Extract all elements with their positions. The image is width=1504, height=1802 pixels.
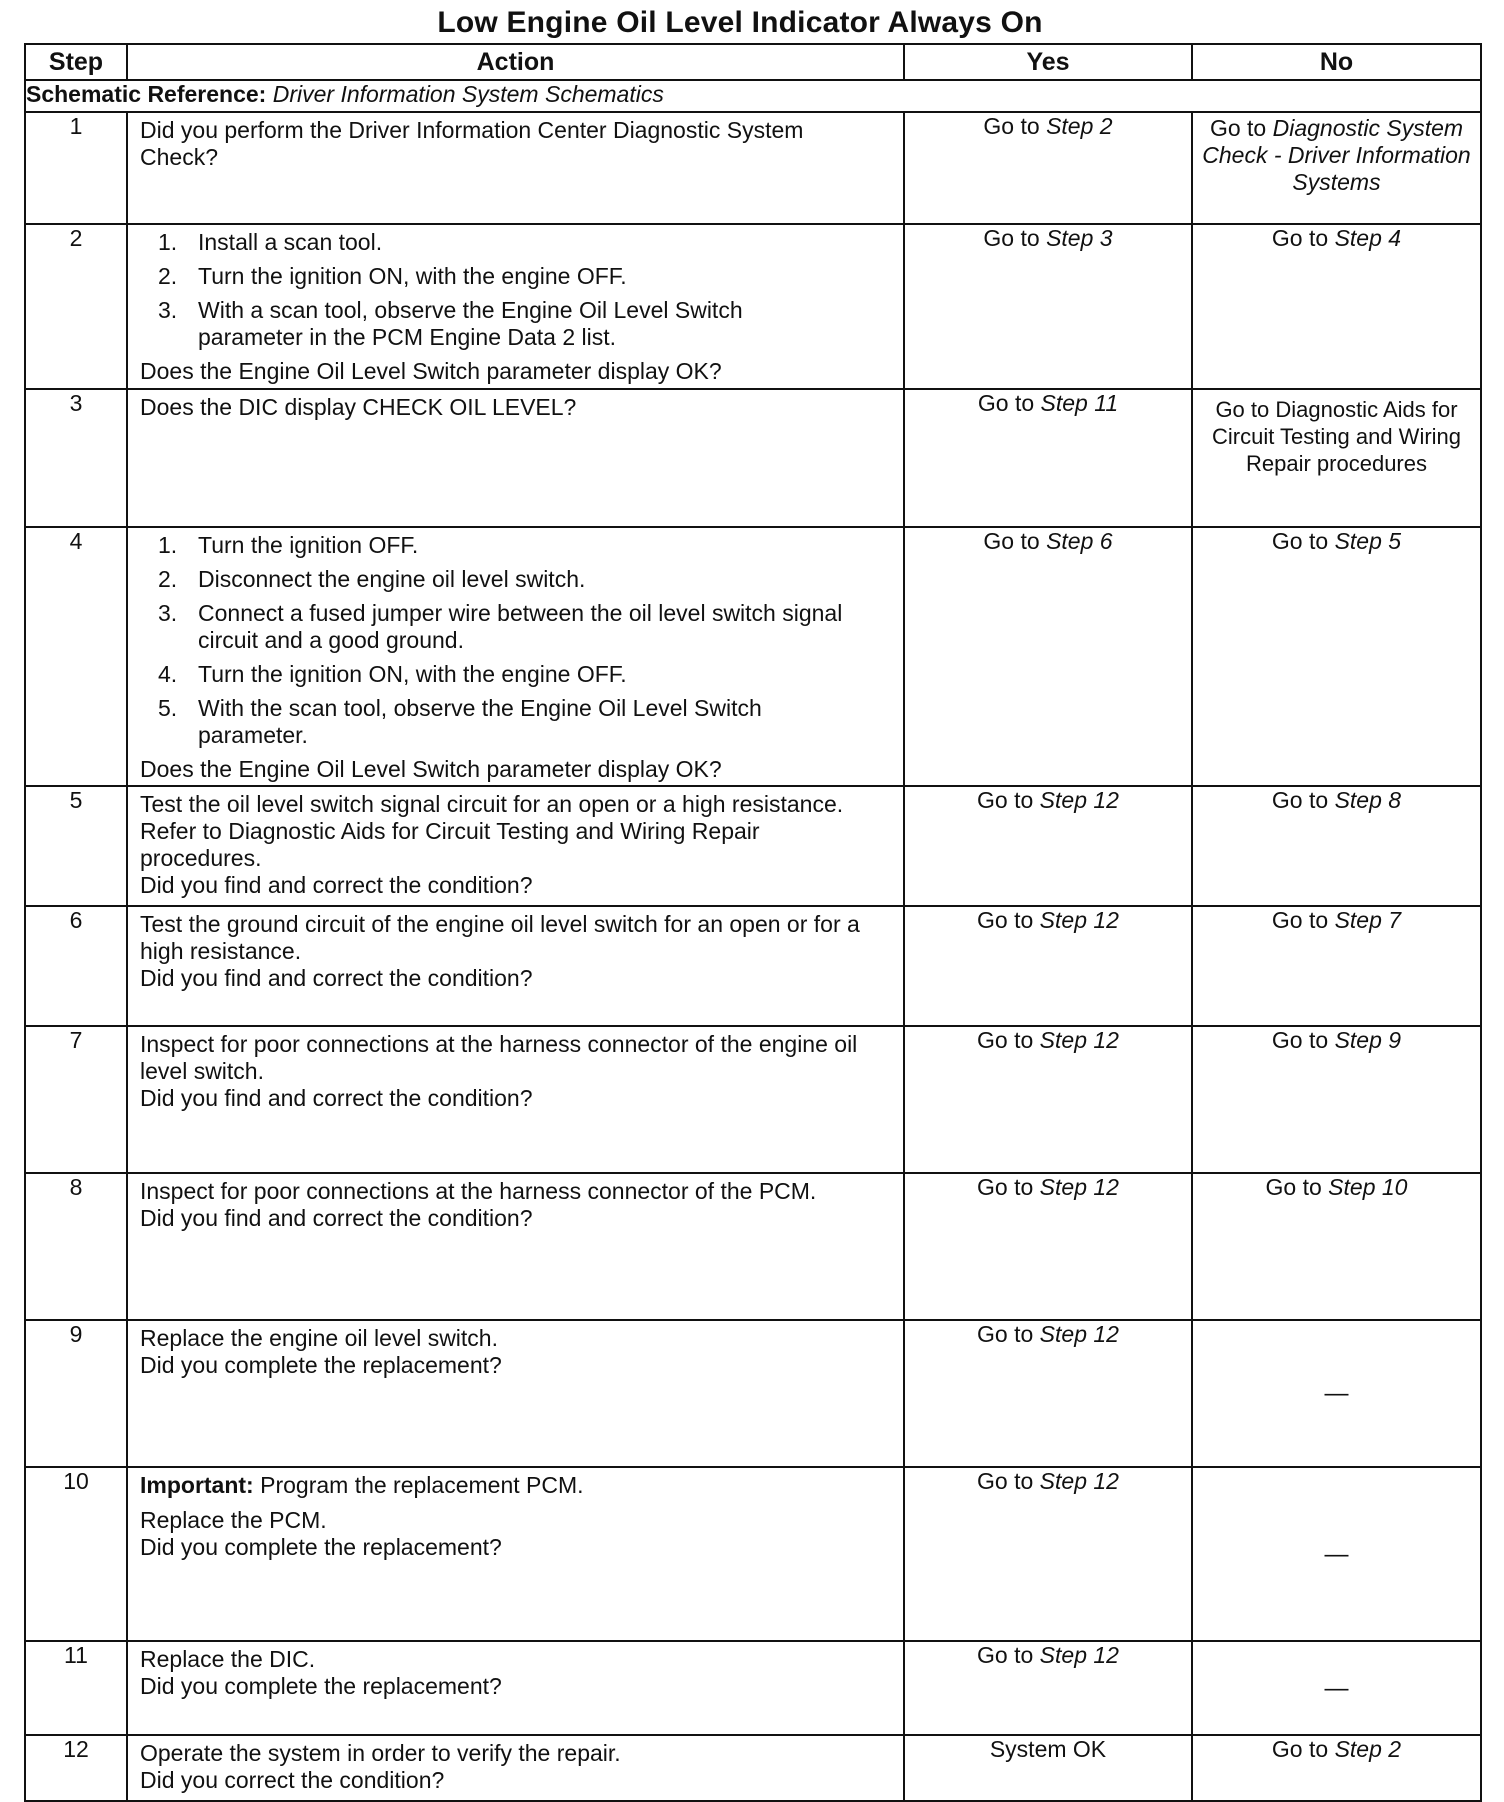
no-prefix: Go to — [1271, 907, 1329, 933]
yes-link: Step 11 — [1040, 390, 1119, 416]
no-link: Step 10 — [1328, 1174, 1408, 1200]
list-text: Install a scan tool. — [198, 229, 383, 255]
action-question: Does the Engine Oil Level Switch parameter display OK? — [140, 358, 722, 384]
action-text: Replace the engine oil level switch. — [140, 1325, 498, 1351]
yes-prefix: Go to — [983, 113, 1040, 139]
no-cell — [1192, 1467, 1481, 1641]
no-cell — [1192, 1735, 1481, 1801]
yes-link: Step 12 — [1039, 1321, 1119, 1347]
no-cell — [1192, 1173, 1481, 1320]
no-prefix: Go to — [1271, 528, 1329, 554]
no-cell — [1192, 224, 1481, 389]
list-number: 1. — [158, 229, 178, 255]
action-list — [140, 532, 843, 749]
list-text: With a scan tool, observe the Engine Oil Level Switch parameter in the PCM Engine Data 2 list. — [198, 297, 743, 350]
yes-prefix: Go to — [977, 787, 1034, 813]
table-row — [25, 112, 1481, 224]
important-label: Important: — [140, 1472, 254, 1498]
no-prefix: Go to — [1271, 225, 1329, 251]
yes-cell — [904, 1320, 1192, 1467]
no-link: Step 7 — [1334, 907, 1402, 933]
action-question: Did you complete the replacement? — [140, 1352, 502, 1378]
action-question: Did you complete the replacement? — [140, 1534, 502, 1560]
action-question: Did you complete the replacement? — [140, 1673, 502, 1699]
yes-link: Step 2 — [1046, 113, 1113, 139]
yes-cell — [904, 1641, 1192, 1735]
yes-link: Step 6 — [1046, 528, 1113, 554]
no-cell — [1192, 389, 1481, 527]
table-row — [25, 1735, 1481, 1801]
step-number: 7 — [25, 1026, 127, 1173]
list-text: Turn the ignition OFF. — [198, 532, 419, 558]
step-number: 1 — [25, 112, 127, 224]
yes-cell — [904, 112, 1192, 224]
schematic-reference-link: Driver Information System Schematics — [272, 81, 664, 107]
no-dash: — — [1324, 1540, 1349, 1568]
step-number: 6 — [25, 906, 127, 1026]
yes-cell — [904, 906, 1192, 1026]
diagnostic-table — [24, 43, 1482, 1802]
yes-cell — [904, 1467, 1192, 1641]
list-text: Disconnect the engine oil level switch. — [198, 566, 586, 592]
no-prefix: Go to — [1271, 787, 1329, 813]
table-row — [25, 1320, 1481, 1467]
yes-cell — [904, 389, 1192, 527]
no-cell — [1192, 786, 1481, 906]
action-text: Did you perform the Driver Information Center Diagnostic System Check? — [140, 117, 804, 170]
no-link: Step 4 — [1334, 225, 1402, 251]
action-text: Inspect for poor connections at the harness connector of the PCM. — [140, 1178, 817, 1204]
action-question: Does the Engine Oil Level Switch parameter display OK? — [140, 756, 722, 782]
yes-prefix: Go to — [977, 1468, 1034, 1494]
no-cell — [1192, 1026, 1481, 1173]
table-row — [25, 1026, 1481, 1173]
table-row — [25, 389, 1481, 527]
yes-cell — [904, 1735, 1192, 1801]
yes-cell — [904, 1173, 1192, 1320]
no-cell — [1192, 1641, 1481, 1735]
list-text: Turn the ignition ON, with the engine OFF. — [198, 661, 627, 687]
yes-cell — [904, 224, 1192, 389]
no-text: Go to Diagnostic Aids for Circuit Testing and Wiring Repair procedures — [1211, 397, 1462, 476]
no-cell — [1192, 1320, 1481, 1467]
no-link: Step 9 — [1334, 1027, 1402, 1053]
list-item — [140, 566, 843, 593]
action-question: Did you find and correct the condition? — [140, 1085, 533, 1111]
yes-prefix: Go to — [977, 1027, 1034, 1053]
list-number: 1. — [158, 532, 178, 558]
list-number: 2. — [158, 263, 178, 289]
list-item — [140, 229, 823, 256]
list-item — [140, 532, 843, 559]
table-row — [25, 786, 1481, 906]
action-question: Did you find and correct the condition? — [140, 965, 533, 991]
action-question: Did you find and correct the condition? — [140, 1205, 533, 1231]
step-number: 11 — [25, 1641, 127, 1735]
list-item — [140, 695, 843, 749]
no-prefix: Go to — [1209, 115, 1267, 141]
yes-prefix: Go to — [977, 907, 1034, 933]
table-row — [25, 527, 1481, 786]
list-number: 2. — [158, 566, 178, 592]
no-prefix: Go to — [1271, 1736, 1329, 1762]
action-text: Inspect for poor connections at the harness connector of the engine oil level switch. — [140, 1031, 858, 1084]
header-no: No — [1192, 44, 1481, 80]
step-number: 8 — [25, 1173, 127, 1320]
no-dash: — — [1324, 1380, 1349, 1407]
header-yes: Yes — [904, 44, 1192, 80]
yes-cell — [904, 1026, 1192, 1173]
table-row — [25, 1467, 1481, 1641]
yes-prefix: Go to — [977, 390, 1035, 416]
step-number: 10 — [25, 1467, 127, 1641]
table-row — [25, 906, 1481, 1026]
page-title: Low Engine Oil Level Indicator Always On — [437, 6, 1043, 39]
yes-prefix: Go to — [977, 1642, 1034, 1668]
table-row — [25, 224, 1481, 389]
action-question: Did you correct the condition? — [140, 1767, 445, 1793]
step-number: 5 — [25, 786, 127, 906]
list-text: With the scan tool, observe the Engine Oil Level Switch parameter. — [198, 695, 762, 748]
yes-prefix: Go to — [983, 225, 1040, 251]
action-text: Test the oil level switch signal circuit for an open or a high resistance. Refer to Diagnostic Aids for Circuit Testing and Wiring Repair procedures. — [140, 791, 844, 871]
table-row — [25, 1173, 1481, 1320]
table-row — [25, 1641, 1481, 1735]
step-number: 3 — [25, 389, 127, 527]
no-link: Diagnostic System Check - Driver Information Systems — [1202, 115, 1471, 195]
list-item — [140, 600, 843, 654]
yes-prefix: Go to — [977, 1321, 1034, 1347]
list-item — [140, 263, 823, 290]
step-number: 12 — [25, 1735, 127, 1801]
yes-link: Step 12 — [1039, 1468, 1119, 1494]
action-text: Does the DIC display CHECK OIL LEVEL? — [140, 394, 577, 420]
yes-link: Step 12 — [1039, 907, 1119, 933]
list-text: Connect a fused jumper wire between the oil level switch signal circuit and a good ground. — [198, 600, 843, 653]
step-number: 9 — [25, 1320, 127, 1467]
list-number: 5. — [158, 695, 178, 721]
no-link: Step 5 — [1334, 528, 1402, 554]
no-cell — [1192, 527, 1481, 786]
step-number: 2 — [25, 224, 127, 389]
yes-prefix: Go to — [983, 528, 1040, 554]
yes-text: System OK — [989, 1736, 1107, 1762]
header-action: Action — [127, 44, 904, 80]
no-prefix: Go to — [1271, 1027, 1329, 1053]
schematic-label: Schematic Reference: — [26, 81, 267, 107]
action-list — [140, 229, 823, 351]
yes-cell — [904, 527, 1192, 786]
no-link: Step 2 — [1334, 1736, 1402, 1762]
important-text: Program the replacement PCM. — [260, 1472, 584, 1498]
yes-link: Step 12 — [1039, 1174, 1119, 1200]
yes-link: Step 12 — [1039, 787, 1119, 813]
header-row — [25, 44, 1481, 80]
yes-link: Step 3 — [1046, 225, 1113, 251]
no-dash: — — [1324, 1674, 1349, 1702]
important-note — [140, 1472, 895, 1499]
list-item — [140, 661, 843, 688]
no-cell — [1192, 906, 1481, 1026]
action-text: Replace the PCM. — [140, 1507, 327, 1533]
list-number: 3. — [158, 600, 178, 626]
yes-prefix: Go to — [977, 1174, 1034, 1200]
action-question: Did you find and correct the condition? — [140, 872, 533, 898]
action-text: Operate the system in order to verify the repair. — [140, 1740, 621, 1766]
no-prefix: Go to — [1265, 1174, 1322, 1200]
no-link: Step 8 — [1334, 787, 1402, 813]
list-number: 4. — [158, 661, 178, 687]
yes-cell — [904, 786, 1192, 906]
yes-link: Step 12 — [1039, 1642, 1119, 1668]
yes-link: Step 12 — [1039, 1027, 1119, 1053]
step-number: 4 — [25, 527, 127, 786]
list-text: Turn the ignition ON, with the engine OFF. — [198, 263, 627, 289]
no-cell — [1192, 112, 1481, 224]
schematic-row — [25, 80, 1481, 112]
action-text: Test the ground circuit of the engine oil level switch for an open or for a high resistance. — [140, 911, 860, 964]
list-item — [140, 297, 823, 351]
action-text: Replace the DIC. — [140, 1646, 316, 1672]
header-step: Step — [25, 44, 127, 80]
list-number: 3. — [158, 297, 178, 323]
